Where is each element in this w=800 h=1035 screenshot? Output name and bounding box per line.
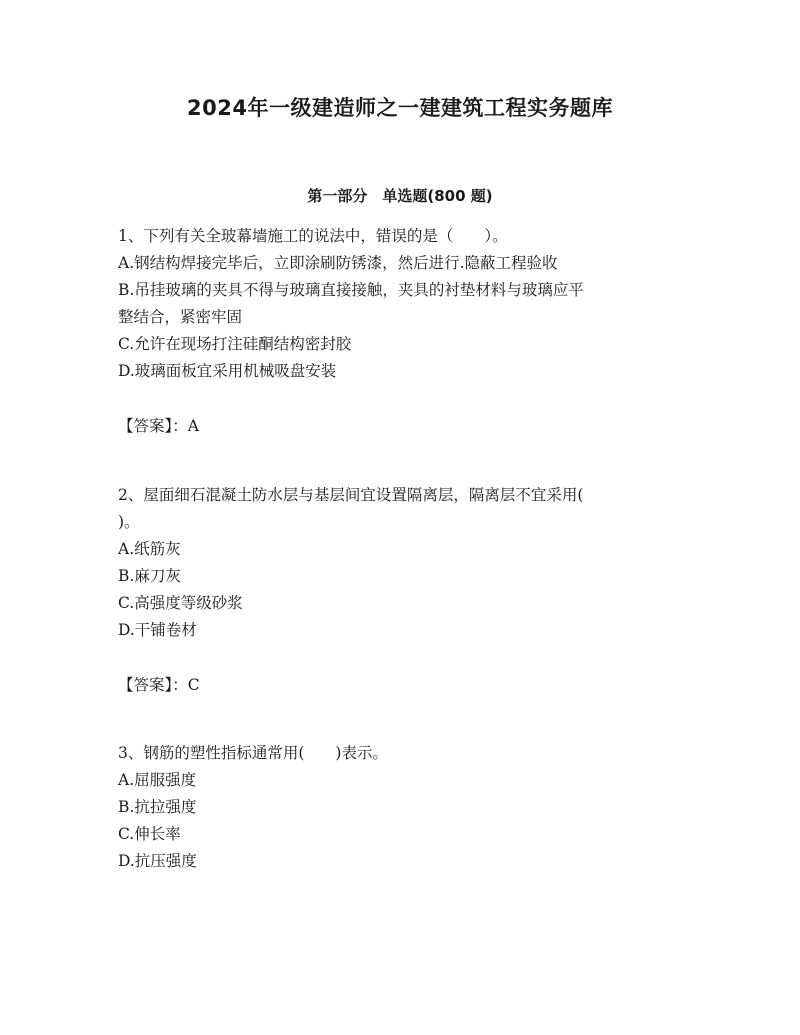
- section-heading: 第一部分 单选题(800 题): [307, 187, 493, 205]
- question-1-option-b-continued: 整结合，紧密牢固: [118, 308, 243, 326]
- question-3-option-b: B.抗拉强度: [118, 798, 197, 816]
- question-2-answer: 【答案】：C: [118, 676, 200, 694]
- question-2-option-d: D.干铺卷材: [118, 621, 197, 639]
- question-2-option-c: C.高强度等级砂浆: [118, 594, 243, 612]
- question-2-stem-continued: )。: [118, 513, 140, 531]
- document-title: 2024年一级建造师之一建建筑工程实务题库: [187, 96, 613, 120]
- question-3-option-d: D.抗压强度: [118, 852, 197, 870]
- question-1-option-c: C.允许在现场打注硅酮结构密封胶: [118, 335, 352, 353]
- question-3-option-a: A.屈服强度: [118, 771, 197, 789]
- question-3-stem: 3、钢筋的塑性指标通常用( )表示。: [118, 744, 388, 762]
- question-2-stem: 2、屋面细石混凝土防水层与基层间宜设置隔离层，隔离层不宜采用(: [118, 486, 584, 504]
- question-2-option-b: B.麻刀灰: [118, 567, 181, 585]
- question-1-option-d: D.玻璃面板宜采用机械吸盘安装: [118, 362, 337, 380]
- question-1-option-a: A.钢结构焊接完毕后，立即涂刷防锈漆，然后进行.隐蔽工程验收: [118, 254, 558, 272]
- question-1-stem: 1、下列有关全玻幕墙施工的说法中，错误的是（ ）。: [118, 227, 508, 245]
- question-1-answer: 【答案】：A: [118, 417, 199, 435]
- question-2-option-a: A.纸筋灰: [118, 540, 181, 558]
- question-3-option-c: C.伸长率: [118, 825, 181, 843]
- question-1-option-b: B.吊挂玻璃的夹具不得与玻璃直接接触，夹具的衬垫材料与玻璃应平: [118, 281, 584, 299]
